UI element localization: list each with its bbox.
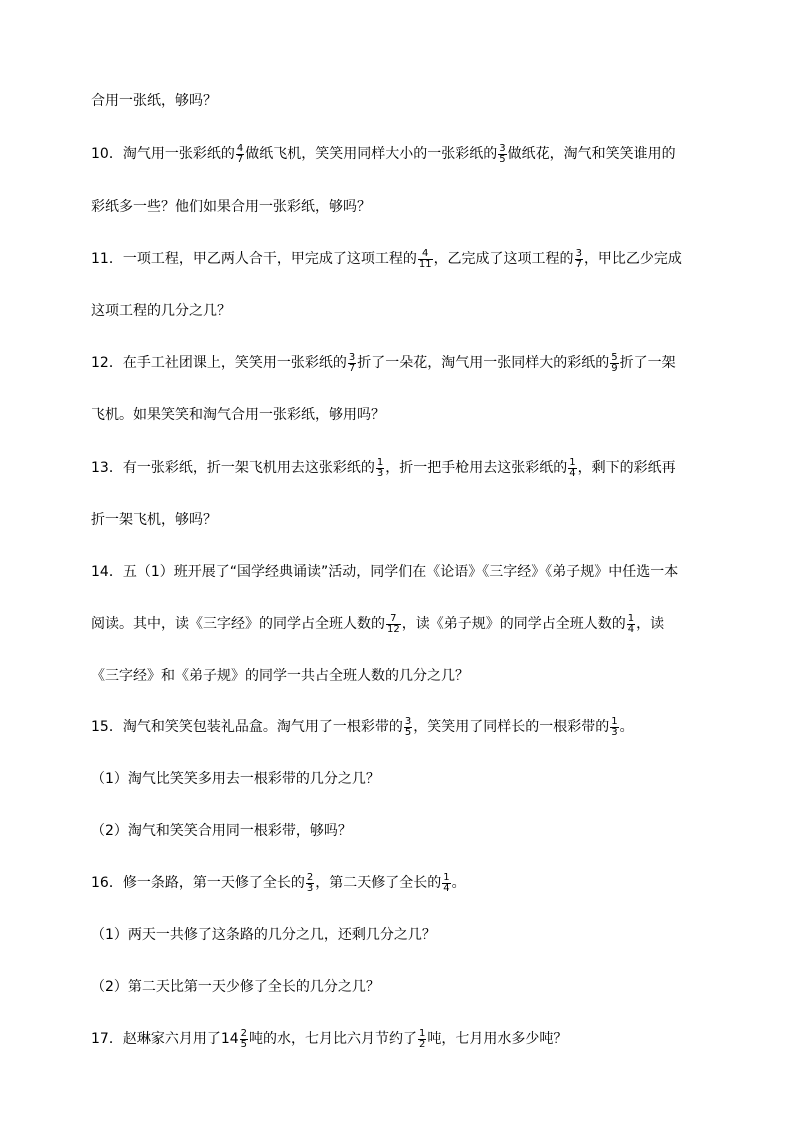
question-13-line-2: [91, 509, 734, 531]
text-run: 《三字经》和《弟子规》的同学一共占全班人数的几分之几？: [91, 668, 469, 684]
numerator: 7: [390, 612, 397, 624]
denominator: 5: [240, 1038, 248, 1050]
question-15-sub-1: [91, 768, 734, 790]
fraction-stack: [610, 717, 618, 738]
text-run: 吨的水，七月比六月节约了: [249, 1031, 418, 1047]
text-run: 阅读。其中，读《三字经》的同学占全班人数的: [91, 616, 385, 632]
text-run: ，剩下的彩纸再: [577, 460, 676, 476]
denominator: 5: [499, 153, 506, 165]
numerator: 4: [236, 142, 244, 154]
question-15-sub-2: [91, 820, 734, 842]
numerator: 1: [627, 612, 635, 624]
fraction-stack: [418, 1029, 426, 1050]
question-17-line-1: [91, 1028, 734, 1050]
text-run: ，乙完成了这项工程的: [433, 251, 574, 267]
fraction-stack: [568, 458, 576, 479]
denominator: 7: [236, 153, 244, 165]
fraction-stack: [376, 458, 384, 479]
denominator: 7: [575, 258, 582, 270]
fraction-stack: [418, 249, 433, 270]
text-run: 这项工程的几分之几？: [91, 303, 231, 319]
mixed-number: [221, 1028, 249, 1050]
denominator: 4: [569, 467, 576, 479]
denominator: 9: [611, 362, 618, 374]
text-run: 折了一朵花，淘气用一张同样大的彩纸的: [357, 355, 610, 371]
text-line-0: [91, 90, 734, 112]
fraction: [626, 613, 636, 635]
text-run: 飞机。如果笑笑和淘气合用一张彩纸，够用吗？: [91, 407, 385, 423]
numerator: 3: [499, 142, 506, 154]
fraction: [403, 716, 413, 738]
denominator: 3: [306, 882, 314, 894]
fraction-stack: [306, 873, 314, 894]
fraction-stack: [498, 144, 506, 165]
text-run: 折了一架: [619, 355, 676, 371]
text-run: 做纸花，淘气和笑笑谁用的: [507, 146, 676, 162]
text-run: 折一架飞机，够吗？: [91, 512, 217, 528]
fraction: [375, 457, 385, 479]
fraction-stack: [575, 249, 583, 270]
denominator: 4: [443, 882, 450, 894]
question-14-line-3: [91, 665, 734, 687]
text-run: 彩纸多一些？他们如果合用一张彩纸，够吗？: [91, 199, 371, 215]
text-run: 17．赵琳家六月用了: [91, 1031, 221, 1047]
numerator: 5: [611, 351, 618, 363]
question-12-line-1: [91, 352, 734, 374]
denominator: 5: [404, 726, 412, 738]
question-16-sub-2: [91, 976, 734, 998]
fraction-stack: [627, 614, 635, 635]
denominator: 7: [348, 362, 356, 374]
fraction: [609, 352, 619, 374]
fraction: [567, 457, 577, 479]
text-run: 12．在手工社团课上，笑笑用一张彩纸的: [91, 355, 347, 371]
numerator: 1: [376, 456, 384, 468]
numerator: 3: [575, 247, 582, 259]
denominator: 4: [627, 623, 635, 635]
text-run: （2）淘气和笑笑合用同一根彩带，够吗？: [91, 823, 352, 839]
fraction: [417, 1028, 427, 1050]
fraction: [417, 248, 434, 270]
question-11-line-1: [91, 248, 734, 270]
fraction-stack: [404, 717, 412, 738]
fraction: [235, 143, 245, 165]
text-run: 13．有一张彩纸，折一架飞机用去这张彩纸的: [91, 460, 375, 476]
question-10-line-1: [91, 143, 734, 165]
fraction-stack: [240, 1029, 248, 1050]
text-run: ，笑笑用了同样长的一根彩带的: [413, 719, 610, 735]
fraction: [441, 872, 451, 894]
denominator: 11: [418, 258, 432, 270]
fraction-stack: [236, 144, 244, 165]
numerator: 2: [240, 1027, 248, 1039]
denominator: 12: [387, 623, 400, 635]
text-run: （2）第二天比第一天少修了全长的几分之几？: [91, 979, 380, 995]
numerator: 1: [569, 456, 576, 468]
question-16-sub-1: [91, 924, 734, 946]
numerator: 2: [306, 871, 314, 883]
text-run: 11．一项工程，甲乙两人合干，甲完成了这项工程的: [91, 251, 417, 267]
question-13-line-1: [91, 457, 734, 479]
text-run: ，折一把手枪用去这张彩纸的: [385, 460, 568, 476]
numerator: 1: [419, 1027, 426, 1039]
text-run: 。: [619, 719, 634, 735]
question-10-line-2: [91, 196, 734, 218]
fraction-stack: [442, 873, 450, 894]
whole-part: 14: [220, 1031, 239, 1047]
numerator: 1: [443, 871, 450, 883]
question-16-line-1: [91, 872, 734, 894]
question-15-line-1: [91, 716, 734, 738]
numerator: 4: [422, 247, 429, 259]
text-run: （1）淘气比笑笑多用去一根彩带的几分之几？: [91, 771, 380, 787]
question-14-line-2: [91, 613, 734, 635]
text-run: 。: [451, 875, 466, 891]
fraction: [305, 872, 315, 894]
denominator: 3: [611, 726, 618, 738]
text-run: （1）两天一共修了这条路的几分之几，还剩几分之几？: [91, 927, 436, 943]
fraction: [574, 248, 584, 270]
question-14-line-1: [91, 561, 734, 583]
fraction: [385, 613, 402, 635]
numerator: 3: [404, 715, 412, 727]
text-run: 做纸飞机，笑笑用同样大小的一张彩纸的: [245, 146, 498, 162]
fraction: [609, 716, 619, 738]
text-run: 10．淘气用一张彩纸的: [91, 146, 235, 162]
question-11-line-2: [91, 300, 734, 322]
text-run: 合用一张纸，够吗？: [91, 93, 217, 109]
fraction-stack: [348, 353, 356, 374]
text-run: 14．五（1）班开展了“国学经典诵读”活动，同学们在《论语》《三字经》《弟子规》中任选一本: [91, 564, 679, 580]
fraction: [347, 352, 357, 374]
text-run: 吨，七月用水多少吨？: [427, 1031, 568, 1047]
denominator: 2: [419, 1038, 426, 1050]
numerator: 1: [611, 715, 618, 727]
numerator: 3: [348, 351, 356, 363]
question-12-line-2: [91, 404, 734, 426]
fraction-stack: [386, 614, 401, 635]
text-run: 15．淘气和笑笑包装礼品盒。淘气用了一根彩带的: [91, 719, 403, 735]
text-run: 16．修一条路，第一天修了全长的: [91, 875, 305, 891]
text-run: ，第二天修了全长的: [315, 875, 442, 891]
denominator: 3: [376, 467, 384, 479]
text-run: ，读: [636, 616, 665, 632]
text-run: ，读《弟子规》的同学占全班人数的: [401, 616, 626, 632]
text-run: ，甲比乙少完成: [583, 251, 682, 267]
fraction-stack: [610, 353, 618, 374]
fraction: [497, 143, 507, 165]
